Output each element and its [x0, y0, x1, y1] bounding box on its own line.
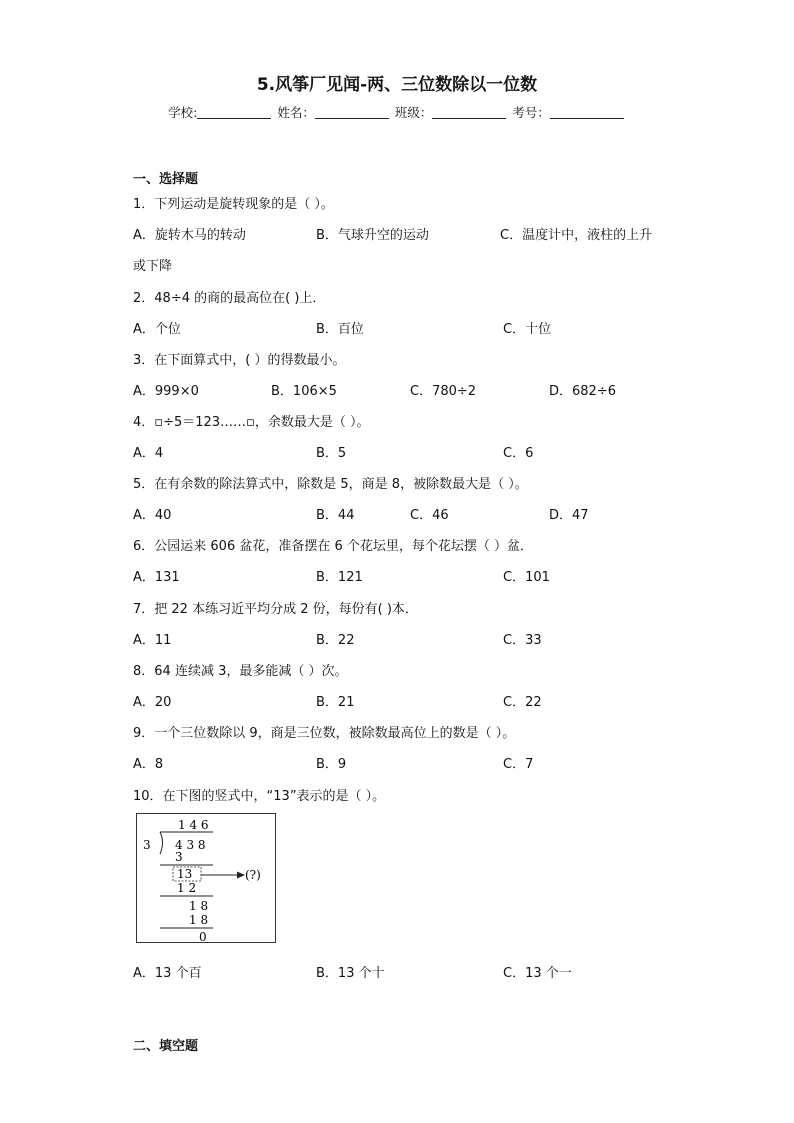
option-a[interactable]: A．11	[133, 633, 172, 648]
exam-no-blank[interactable]	[550, 106, 624, 119]
question-1-options	[133, 224, 693, 242]
question-4: 4．▫÷5＝123……▫，余数最大是（ ）。	[133, 415, 370, 430]
option-b[interactable]: B．106×5	[271, 384, 337, 399]
option-c[interactable]: C．22	[503, 695, 542, 710]
question-1: 1．下列运动是旋转现象的是（ ）。	[133, 197, 334, 212]
option-b[interactable]: B．22	[316, 633, 355, 648]
option-c[interactable]: C．46	[410, 508, 449, 523]
option-a[interactable]: A．40	[133, 508, 172, 523]
long-division-diagram	[137, 814, 277, 944]
page-title: 5.风筝厂见闻-两、三位数除以一位数	[256, 75, 538, 95]
question-7: 7．把 22 本练习近平均分成 2 份，每份有( )本．	[133, 602, 418, 617]
dividend-digits: 4 3 8	[175, 838, 206, 852]
step-5-digits: 1 8	[189, 913, 209, 927]
option-a[interactable]: A．4	[133, 446, 164, 461]
question-3: 3．在下面算式中，( ）的得数最小。	[133, 353, 346, 368]
option-a[interactable]: A．旋转木马的转动	[133, 228, 246, 243]
step-3-digits: 1 2	[177, 881, 197, 895]
question-1-continuation: 或下降	[133, 259, 173, 274]
remainder-digit: 0	[199, 930, 207, 944]
option-a[interactable]: A．13 个百	[133, 966, 202, 981]
option-c[interactable]: C．101	[503, 570, 550, 585]
option-a[interactable]: A．999×0	[133, 384, 199, 399]
option-a[interactable]: A．131	[133, 570, 180, 585]
step-4-digits: 1 8	[189, 899, 209, 913]
exam-no-label: 考号：	[512, 105, 550, 120]
question-7-options	[133, 629, 693, 647]
school-blank[interactable]	[197, 106, 271, 119]
name-blank[interactable]	[315, 106, 389, 119]
option-b[interactable]: B．13 个十	[316, 966, 385, 981]
question-9-options	[133, 753, 693, 771]
division-bracket	[160, 832, 163, 854]
option-c[interactable]: C．6	[503, 446, 534, 461]
option-d[interactable]: D．47	[549, 508, 589, 523]
option-c[interactable]: C．温度计中，液柱的上升	[500, 228, 653, 243]
question-9: 9．一个三位数除以 9，商是三位数，被除数最高位上的数是（ ）。	[133, 726, 516, 741]
question-5: 5．在有余数的除法算式中，除数是 5，商是 8，被除数最大是（ ）。	[133, 477, 528, 492]
question-4-options	[133, 442, 693, 460]
divisor-digit: 3	[143, 838, 151, 852]
option-b[interactable]: B．气球升空的运动	[316, 228, 429, 243]
option-b[interactable]: B．121	[316, 570, 363, 585]
option-b[interactable]: B．9	[316, 757, 347, 772]
option-c[interactable]: C．33	[503, 633, 542, 648]
option-b[interactable]: B．百位	[316, 322, 364, 337]
option-a[interactable]: A．个位	[133, 322, 181, 337]
student-info-line	[0, 103, 794, 121]
option-d[interactable]: D．682÷6	[549, 384, 616, 399]
option-b[interactable]: B．44	[316, 508, 355, 523]
step-2-digits: 13	[177, 867, 193, 881]
question-6-options	[133, 566, 693, 584]
question-10: 10．在下图的竖式中，“13”表示的是（ ）。	[133, 789, 386, 804]
school-label: 学校:	[168, 105, 198, 120]
question-2: 2．48÷4 的商的最高位在( )上．	[133, 291, 326, 306]
question-8: 8．64 连续减 3，最多能减（ ）次。	[133, 664, 348, 679]
option-c[interactable]: C．7	[503, 757, 534, 772]
option-a[interactable]: A．20	[133, 695, 172, 710]
option-a[interactable]: A．8	[133, 757, 164, 772]
question-6: 6．公园运来 606 盆花，准备摆在 6 个花坛里，每个花坛摆（ ）盆．	[133, 539, 534, 554]
section-heading-fill: 二、填空题	[133, 1039, 199, 1054]
quotient-digits: 1 4 6	[178, 818, 209, 832]
question-8-options	[133, 691, 693, 709]
section-heading-choice: 一、选择题	[133, 172, 199, 187]
option-c[interactable]: C．十位	[503, 322, 552, 337]
step-1-digit: 3	[175, 850, 183, 864]
name-label: 姓名：	[277, 105, 315, 120]
question-3-options	[133, 380, 693, 398]
option-b[interactable]: B．21	[316, 695, 355, 710]
question-5-options	[133, 504, 693, 522]
long-division-figure	[136, 813, 276, 943]
option-c[interactable]: C．13 个一	[503, 966, 572, 981]
arrow-question-label: (?)	[245, 868, 261, 882]
arrow-head-icon	[237, 872, 245, 879]
option-c[interactable]: C．780÷2	[410, 384, 477, 399]
question-10-options	[133, 962, 693, 980]
option-b[interactable]: B．5	[316, 446, 347, 461]
class-blank[interactable]	[432, 106, 506, 119]
question-2-options	[133, 318, 693, 336]
class-label: 班级：	[394, 105, 433, 120]
